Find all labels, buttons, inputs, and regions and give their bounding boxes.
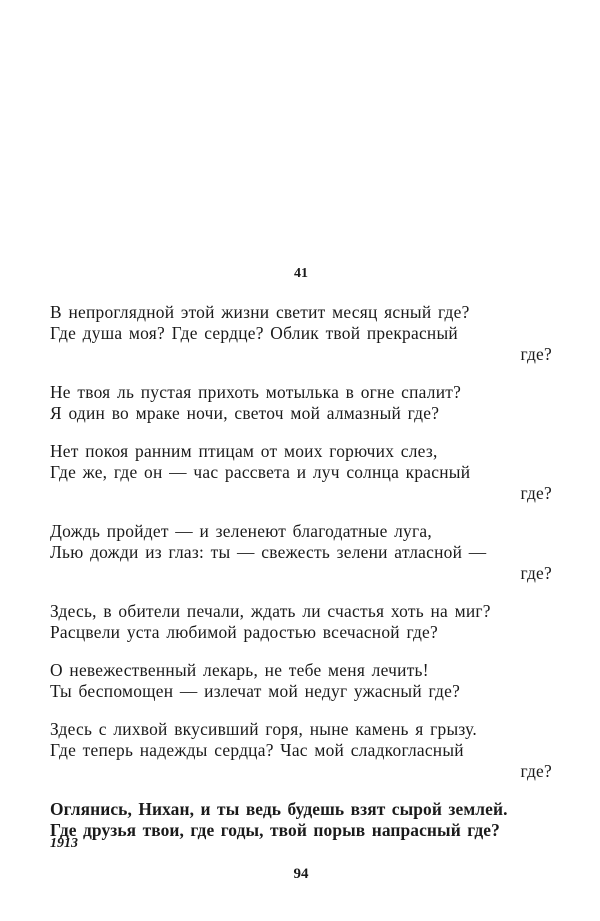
stanza-7 [50,719,552,782]
stanza-6 [50,660,552,702]
book-page [50,0,552,921]
poem-line: Здесь с лихвой вкусивший горя, ныне камень я грызу. [50,719,477,739]
poem-line-continuation: где? [520,761,552,781]
poem-line: Здесь, в обители печали, ждать ли счастья хоть на миг? [50,601,491,621]
poem-line: О невежественный лекарь, не тебе меня лечить! [50,660,429,680]
poem-line-continuation: где? [520,344,552,364]
poem-line-continuation: где? [520,483,552,503]
poem-line: Нет покоя ранним птицам от моих горючих слез, [50,441,438,461]
poem-line: Где душа моя? Где сердце? Облик твой прекрасный [50,323,458,343]
poem-line: Расцвели уста любимой радостью всечасной где? [50,622,438,642]
stanza-1 [50,302,552,365]
poem-body [50,302,552,858]
poem-date: 1913 [50,836,78,851]
poem-number: 41 [294,266,308,281]
stanza-3 [50,441,552,504]
poem-line: Оглянись, Нихан, и ты ведь будешь взят сырой землей. [50,799,508,819]
poem-line: Где же, где он — час рассвета и луч солнца красный [50,462,471,482]
poem-line: Не твоя ль пустая прихоть мотылька в огне спалит? [50,382,462,402]
poem-line: Ты беспомощен — излечат мой недуг ужасный где? [50,681,461,701]
poem-line: Где теперь надежды сердца? Час мой сладкогласный [50,740,464,760]
poem-line: Я один во мраке ночи, светоч мой алмазный где? [50,403,440,423]
poem-line: В непроглядной этой жизни светит месяц ясный где? [50,302,470,322]
stanza-4 [50,521,552,584]
stanza-8 [50,799,552,841]
stanza-5 [50,601,552,643]
poem-line: Дождь пройдет — и зеленеют благодатные луга, [50,521,432,541]
poem-line-continuation: где? [520,563,552,583]
poem-line: Где друзья твои, где годы, твой порыв напрасный где? [50,820,500,840]
stanza-2 [50,382,552,424]
poem-line: Лью дожди из глаз: ты — свежесть зелени атласной — [50,542,487,562]
page-number: 94 [293,866,309,882]
